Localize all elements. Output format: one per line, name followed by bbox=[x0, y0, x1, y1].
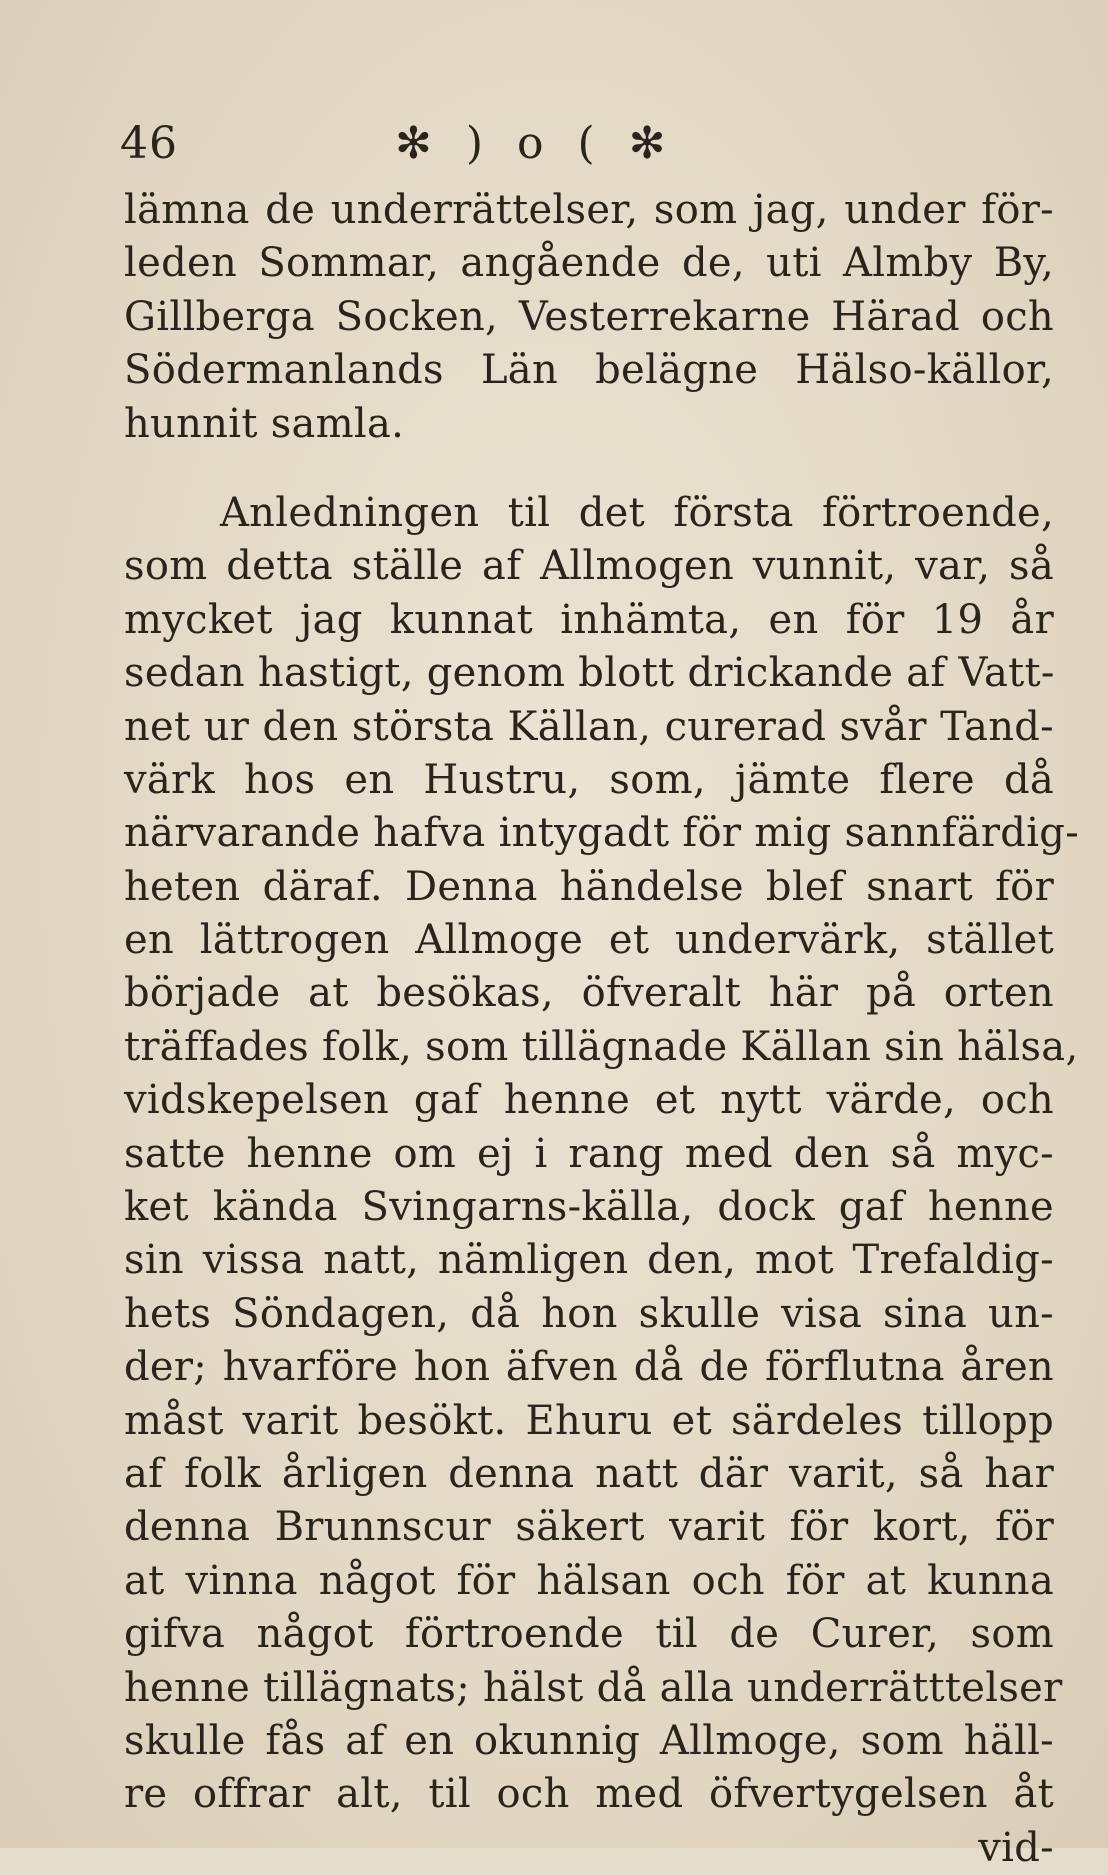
text-line: måst varit besökt. Ehuru et särdeles tillopp bbox=[124, 1397, 1054, 1444]
text-line: Anledningen til det första förtroende, bbox=[220, 489, 1054, 536]
text-line: re offrar alt, til och med öfvertygelsen åt bbox=[124, 1771, 1054, 1818]
text-line: heten däraf. Denna händelse blef snart för bbox=[124, 863, 1054, 910]
text-line: en lättrogen Allmoge et undervärk, stället bbox=[124, 917, 1054, 964]
text-line: började at besökas, öfveralt här på orten bbox=[124, 970, 1054, 1017]
text-line: som detta ställe af Allmogen vunnit, var, så bbox=[124, 543, 1054, 590]
text-line: at vinna något för hälsan och för at kunna bbox=[124, 1557, 1054, 1604]
text-line: sedan hastigt, genom blott drickande af Vatt- bbox=[124, 650, 1055, 697]
text-line: skulle fås af en okunnig Allmoge, som häll- bbox=[124, 1717, 1054, 1764]
text-line: denna Brunnscur säkert varit för kort, för bbox=[124, 1504, 1054, 1551]
text-line: värk hos en Hustru, som, jämte flere då bbox=[124, 756, 1054, 803]
text-line: satte henne om ej i rang med den så myc- bbox=[124, 1130, 1054, 1177]
page-header bbox=[120, 112, 988, 176]
text-line: net ur den största Källan, curerad svår Tand- bbox=[124, 703, 1054, 750]
body-text bbox=[124, 184, 1080, 1875]
text-line: närvarande hafva intygadt för mig sannfärdig- bbox=[124, 810, 1080, 857]
text-line: hets Söndagen, då hon skulle visa sina un- bbox=[124, 1290, 1054, 1337]
text-line: gifva något förtroende til de Curer, som bbox=[124, 1611, 1054, 1658]
text-line: hunnit samla. bbox=[124, 400, 405, 447]
text-line: leden Sommar, angående de, uti Almby By, bbox=[124, 240, 1054, 287]
page-number: 46 bbox=[120, 118, 178, 169]
text-line: af folk årligen denna natt där varit, så har bbox=[124, 1450, 1054, 1497]
paragraph-gap bbox=[124, 451, 1054, 487]
catchword: vid- bbox=[978, 1824, 1054, 1871]
text-line: der; hvarföre hon äfven då de förflutna åren bbox=[124, 1344, 1054, 1391]
text-line: lämna de underrättelser, som jag, under för- bbox=[124, 187, 1054, 233]
text-line: sin vissa natt, nämligen den, mot Trefaldig- bbox=[124, 1237, 1054, 1284]
header-ornament: ✻ ) o ( ✻ bbox=[395, 118, 676, 169]
text-line: träffades folk, som tillägnade Källan sin hälsa, bbox=[124, 1023, 1079, 1070]
text-line: vidskepelsen gaf henne et nytt värde, och bbox=[124, 1077, 1054, 1124]
text-line: Södermanlands Län belägne Hälso-källor, bbox=[124, 347, 1054, 394]
paragraph-1 bbox=[124, 184, 1054, 451]
text-line: Gillberga Socken, Vesterrekarne Härad och bbox=[124, 293, 1054, 340]
text-line: ket kända Svingarns-källa, dock gaf henne bbox=[124, 1184, 1054, 1231]
text-line: henne tillägnats; hälst då alla underrätttelser bbox=[124, 1664, 1063, 1711]
paragraph-2 bbox=[124, 487, 1080, 1822]
text-line: mycket jag kunnat inhämta, en för 19 år bbox=[124, 596, 1054, 643]
